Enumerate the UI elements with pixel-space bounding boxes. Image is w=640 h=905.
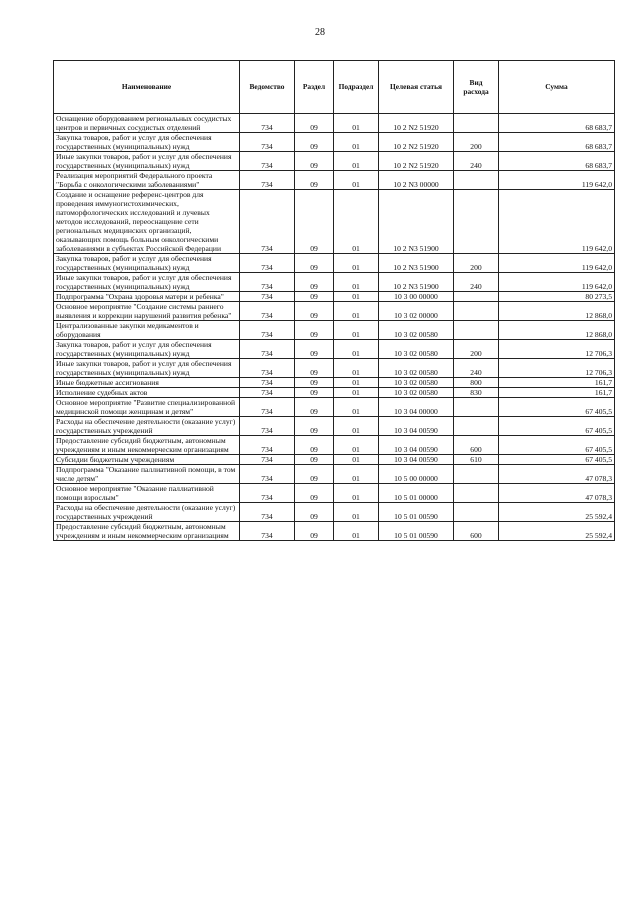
cell-vedomstvo: 734	[240, 302, 295, 321]
cell-vedomstvo: 734	[240, 398, 295, 417]
cell-celevaya-statya: 10 3 02 00580	[379, 388, 454, 398]
cell-name: Предоставление субсидий бюджетным, автономным учреждениям и иным некоммерческим организациям	[54, 522, 240, 541]
cell-podrazdel: 01	[334, 190, 379, 254]
cell-name: Субсидии бюджетным учреждениям	[54, 455, 240, 465]
cell-summa: 80 273,5	[499, 292, 615, 302]
cell-vid-rashoda	[454, 417, 499, 436]
header-vid-rashoda: Вид расхода	[454, 61, 499, 114]
cell-podrazdel: 01	[334, 378, 379, 388]
cell-name: Подпрограмма "Охрана здоровья матери и ребенка"	[54, 292, 240, 302]
cell-summa: 25 592,4	[499, 503, 615, 522]
cell-summa: 12 868,0	[499, 321, 615, 340]
cell-vedomstvo: 734	[240, 254, 295, 273]
cell-celevaya-statya: 10 3 04 00590	[379, 455, 454, 465]
cell-celevaya-statya: 10 3 02 00580	[379, 340, 454, 359]
table-row	[54, 152, 615, 171]
cell-celevaya-statya: 10 3 02 00000	[379, 302, 454, 321]
cell-vid-rashoda	[454, 114, 499, 133]
cell-name: Иные бюджетные ассигнования	[54, 378, 240, 388]
cell-vedomstvo: 734	[240, 321, 295, 340]
table-row	[54, 359, 615, 378]
cell-summa: 119 642,0	[499, 254, 615, 273]
cell-summa: 47 078,3	[499, 484, 615, 503]
cell-podrazdel: 01	[334, 292, 379, 302]
cell-vedomstvo: 734	[240, 455, 295, 465]
cell-summa: 119 642,0	[499, 190, 615, 254]
cell-vedomstvo: 734	[240, 273, 295, 292]
cell-vid-rashoda: 200	[454, 340, 499, 359]
cell-razdel: 09	[295, 436, 334, 455]
cell-razdel: 09	[295, 378, 334, 388]
cell-vedomstvo: 734	[240, 417, 295, 436]
cell-razdel: 09	[295, 455, 334, 465]
cell-podrazdel: 01	[334, 340, 379, 359]
cell-summa: 68 683,7	[499, 114, 615, 133]
cell-vedomstvo: 734	[240, 522, 295, 541]
cell-vedomstvo: 734	[240, 465, 295, 484]
cell-vid-rashoda	[454, 484, 499, 503]
cell-celevaya-statya: 10 3 02 00580	[379, 359, 454, 378]
table-row	[54, 503, 615, 522]
cell-vedomstvo: 734	[240, 114, 295, 133]
cell-podrazdel: 01	[334, 171, 379, 190]
cell-podrazdel: 01	[334, 503, 379, 522]
cell-vedomstvo: 734	[240, 378, 295, 388]
table-row	[54, 133, 615, 152]
cell-vid-rashoda: 610	[454, 455, 499, 465]
cell-name: Иные закупки товаров, работ и услуг для обеспечения государственных (муниципальных) нужд	[54, 152, 240, 171]
cell-celevaya-statya: 10 2 N3 51900	[379, 190, 454, 254]
cell-name: Расходы на обеспечение деятельности (оказание услуг) государственных учреждений	[54, 417, 240, 436]
cell-vid-rashoda: 800	[454, 378, 499, 388]
table-row	[54, 254, 615, 273]
table-row	[54, 378, 615, 388]
cell-celevaya-statya: 10 3 04 00590	[379, 436, 454, 455]
cell-razdel: 09	[295, 133, 334, 152]
table-row	[54, 321, 615, 340]
cell-razdel: 09	[295, 465, 334, 484]
table-row	[54, 417, 615, 436]
cell-summa: 12 706,3	[499, 340, 615, 359]
cell-vid-rashoda	[454, 321, 499, 340]
cell-razdel: 09	[295, 398, 334, 417]
cell-razdel: 09	[295, 484, 334, 503]
cell-razdel: 09	[295, 302, 334, 321]
table-row	[54, 190, 615, 254]
cell-vid-rashoda	[454, 503, 499, 522]
cell-podrazdel: 01	[334, 359, 379, 378]
header-vedomstvo: Ведомство	[240, 61, 295, 114]
cell-name: Основное мероприятие "Создание системы раннего выявления и коррекции нарушений развития ребенка"	[54, 302, 240, 321]
table-row	[54, 388, 615, 398]
cell-podrazdel: 01	[334, 398, 379, 417]
cell-vid-rashoda	[454, 190, 499, 254]
cell-podrazdel: 01	[334, 302, 379, 321]
cell-celevaya-statya: 10 3 00 00000	[379, 292, 454, 302]
cell-vedomstvo: 734	[240, 292, 295, 302]
table-row	[54, 171, 615, 190]
cell-vedomstvo: 734	[240, 503, 295, 522]
cell-razdel: 09	[295, 171, 334, 190]
cell-vid-rashoda	[454, 398, 499, 417]
cell-razdel: 09	[295, 417, 334, 436]
cell-name: Подпрограмма "Оказание паллиативной помощи, в том числе детям"	[54, 465, 240, 484]
cell-podrazdel: 01	[334, 254, 379, 273]
cell-name: Предоставление субсидий бюджетным, автономным учреждениям и иным некоммерческим организациям	[54, 436, 240, 455]
header-summa: Сумма	[499, 61, 615, 114]
cell-vid-rashoda	[454, 302, 499, 321]
cell-name: Иные закупки товаров, работ и услуг для обеспечения государственных (муниципальных) нужд	[54, 273, 240, 292]
budget-table	[53, 60, 615, 541]
cell-name: Закупка товаров, работ и услуг для обеспечения государственных (муниципальных) нужд	[54, 340, 240, 359]
cell-razdel: 09	[295, 152, 334, 171]
cell-vid-rashoda: 600	[454, 436, 499, 455]
cell-name: Закупка товаров, работ и услуг для обеспечения государственных (муниципальных) нужд	[54, 254, 240, 273]
cell-vedomstvo: 734	[240, 171, 295, 190]
cell-name: Реализация мероприятий Федерального проекта "Борьба с онкологическими заболеваниями"	[54, 171, 240, 190]
cell-vedomstvo: 734	[240, 388, 295, 398]
cell-name: Оснащение оборудованием региональных сосудистых центров и первичных сосудистых отделений	[54, 114, 240, 133]
cell-celevaya-statya: 10 5 01 00590	[379, 522, 454, 541]
table-row	[54, 340, 615, 359]
cell-podrazdel: 01	[334, 133, 379, 152]
cell-vid-rashoda: 600	[454, 522, 499, 541]
cell-podrazdel: 01	[334, 465, 379, 484]
cell-vid-rashoda: 240	[454, 152, 499, 171]
cell-vid-rashoda: 830	[454, 388, 499, 398]
cell-celevaya-statya: 10 2 N3 51900	[379, 254, 454, 273]
cell-vid-rashoda	[454, 465, 499, 484]
cell-razdel: 09	[295, 254, 334, 273]
cell-razdel: 09	[295, 388, 334, 398]
table-header-row	[54, 61, 615, 114]
cell-summa: 67 405,5	[499, 436, 615, 455]
cell-name: Основное мероприятие "Развитие специализированной медицинской помощи женщинам и детям"	[54, 398, 240, 417]
header-name: Наименование	[54, 61, 240, 114]
cell-celevaya-statya: 10 3 04 00590	[379, 417, 454, 436]
table-row	[54, 398, 615, 417]
table-row	[54, 455, 615, 465]
header-podrazdel: Подраздел	[334, 61, 379, 114]
cell-celevaya-statya: 10 3 02 00580	[379, 378, 454, 388]
cell-summa: 161,7	[499, 388, 615, 398]
cell-podrazdel: 01	[334, 152, 379, 171]
cell-razdel: 09	[295, 340, 334, 359]
cell-name: Расходы на обеспечение деятельности (оказание услуг) государственных учреждений	[54, 503, 240, 522]
cell-summa: 68 683,7	[499, 152, 615, 171]
cell-summa: 119 642,0	[499, 273, 615, 292]
cell-podrazdel: 01	[334, 436, 379, 455]
cell-vid-rashoda: 200	[454, 133, 499, 152]
cell-celevaya-statya: 10 3 02 00580	[379, 321, 454, 340]
cell-celevaya-statya: 10 2 N2 51920	[379, 114, 454, 133]
cell-podrazdel: 01	[334, 273, 379, 292]
cell-summa: 12 868,0	[499, 302, 615, 321]
cell-razdel: 09	[295, 522, 334, 541]
table-row	[54, 522, 615, 541]
cell-name: Закупка товаров, работ и услуг для обеспечения государственных (муниципальных) нужд	[54, 133, 240, 152]
cell-celevaya-statya: 10 5 00 00000	[379, 465, 454, 484]
cell-celevaya-statya: 10 2 N2 51920	[379, 152, 454, 171]
cell-podrazdel: 01	[334, 455, 379, 465]
header-razdel: Раздел	[295, 61, 334, 114]
cell-vid-rashoda	[454, 171, 499, 190]
cell-razdel: 09	[295, 359, 334, 378]
cell-summa: 68 683,7	[499, 133, 615, 152]
header-celevaya-statya: Целевая статья	[379, 61, 454, 114]
cell-podrazdel: 01	[334, 388, 379, 398]
cell-name: Создание и оснащение референс-центров для проведения иммуногистохимических, патоморфологических исследований и лучевых методов исследований, переоснащение сети региональных медицинских организаций, оказывающих помощь больным онкологическими заболеваниями в субъектах Российской Федерации	[54, 190, 240, 254]
cell-summa: 161,7	[499, 378, 615, 388]
cell-vedomstvo: 734	[240, 359, 295, 378]
table-body	[54, 114, 615, 541]
cell-vedomstvo: 734	[240, 152, 295, 171]
cell-summa: 25 592,4	[499, 522, 615, 541]
cell-summa: 12 706,3	[499, 359, 615, 378]
table-row	[54, 436, 615, 455]
cell-razdel: 09	[295, 190, 334, 254]
page-number: 28	[315, 27, 325, 38]
cell-summa: 67 405,5	[499, 455, 615, 465]
cell-razdel: 09	[295, 292, 334, 302]
cell-vid-rashoda: 240	[454, 359, 499, 378]
cell-celevaya-statya: 10 3 04 00000	[379, 398, 454, 417]
cell-razdel: 09	[295, 503, 334, 522]
cell-vedomstvo: 734	[240, 484, 295, 503]
cell-celevaya-statya: 10 2 N3 51900	[379, 273, 454, 292]
cell-razdel: 09	[295, 114, 334, 133]
cell-razdel: 09	[295, 273, 334, 292]
cell-summa: 67 405,5	[499, 398, 615, 417]
table-row	[54, 484, 615, 503]
cell-vedomstvo: 734	[240, 190, 295, 254]
cell-name: Централизованные закупки медикаментов и оборудования	[54, 321, 240, 340]
cell-celevaya-statya: 10 5 01 00000	[379, 484, 454, 503]
cell-razdel: 09	[295, 321, 334, 340]
table-row	[54, 465, 615, 484]
cell-podrazdel: 01	[334, 484, 379, 503]
cell-name: Иные закупки товаров, работ и услуг для обеспечения государственных (муниципальных) нужд	[54, 359, 240, 378]
cell-summa: 119 642,0	[499, 171, 615, 190]
cell-vedomstvo: 734	[240, 436, 295, 455]
cell-name: Основное мероприятие "Оказание паллиативной помощи взрослым"	[54, 484, 240, 503]
table-row	[54, 273, 615, 292]
cell-name: Исполнение судебных актов	[54, 388, 240, 398]
cell-summa: 67 405,5	[499, 417, 615, 436]
cell-summa: 47 078,3	[499, 465, 615, 484]
table-row	[54, 292, 615, 302]
table-row	[54, 114, 615, 133]
cell-celevaya-statya: 10 5 01 00590	[379, 503, 454, 522]
cell-celevaya-statya: 10 2 N3 00000	[379, 171, 454, 190]
cell-podrazdel: 01	[334, 522, 379, 541]
cell-vid-rashoda: 240	[454, 273, 499, 292]
cell-podrazdel: 01	[334, 114, 379, 133]
cell-celevaya-statya: 10 2 N2 51920	[379, 133, 454, 152]
cell-vid-rashoda: 200	[454, 254, 499, 273]
cell-podrazdel: 01	[334, 321, 379, 340]
cell-vedomstvo: 734	[240, 340, 295, 359]
table-row	[54, 302, 615, 321]
cell-podrazdel: 01	[334, 417, 379, 436]
cell-vedomstvo: 734	[240, 133, 295, 152]
cell-vid-rashoda	[454, 292, 499, 302]
